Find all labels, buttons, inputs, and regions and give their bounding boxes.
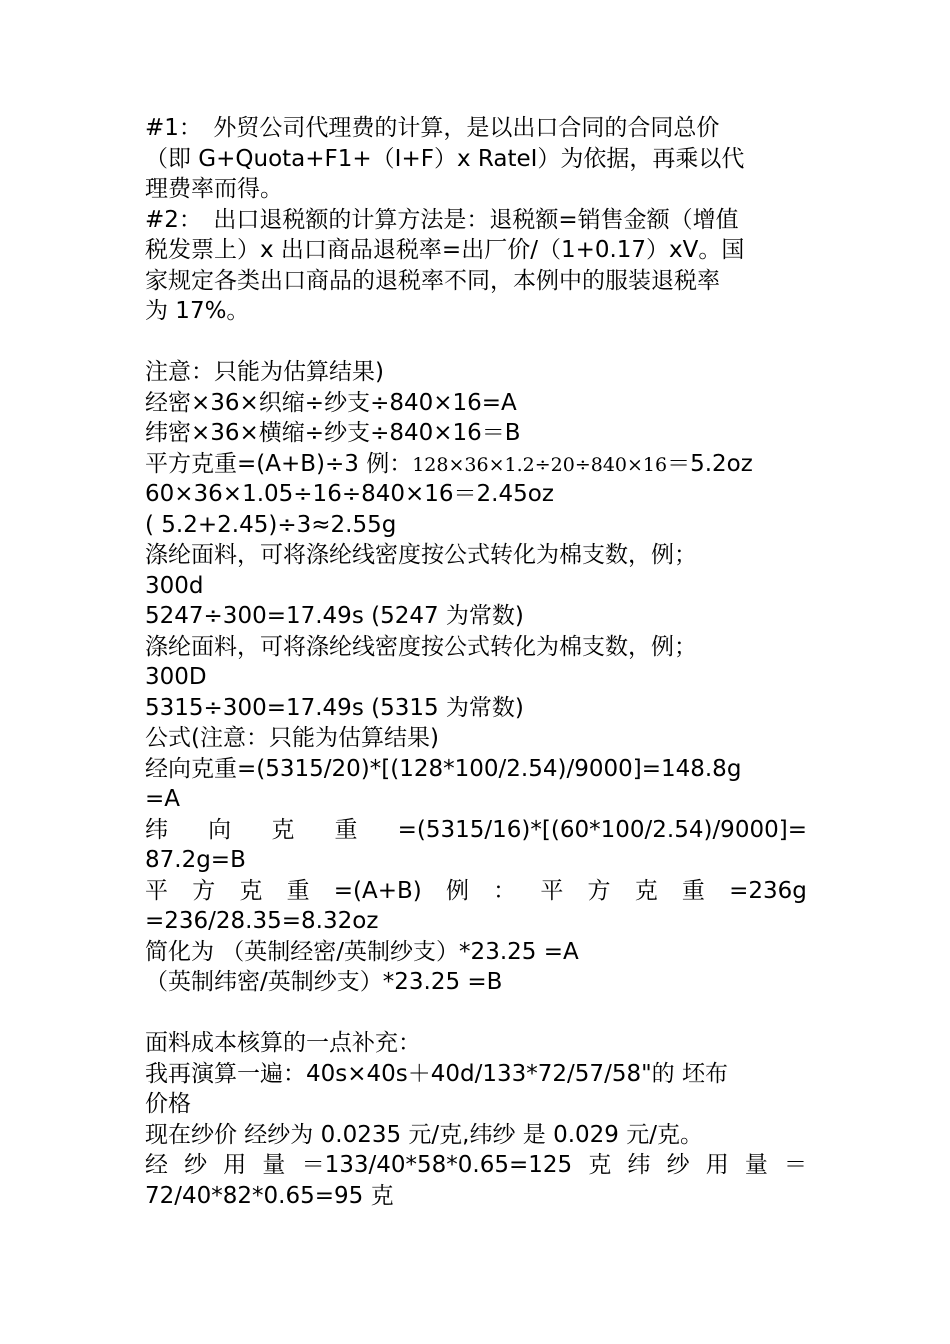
yarn-usage-word: ＝133/40*58*0.65=125 (301, 1152, 573, 1178)
yarn-usage-word: 用 (223, 1152, 247, 1178)
gsm-formula-example (145, 449, 807, 480)
gsm-suffix: ＝5.2oz (667, 450, 753, 477)
gsm2-word: 例 (445, 877, 469, 904)
spacer (145, 327, 807, 358)
calc-average: ( 5.2+2.45)÷3≈2.55g (145, 511, 397, 538)
weft-weight-line-2: 87.2g=B (145, 847, 246, 873)
yarn-usage-word: 用 (705, 1152, 729, 1178)
polyester-1-line-1: 涤纶面料，可将涤纶线密度按公式转化为棉支数，例； (145, 542, 697, 568)
tax-rebate-line-3: 家规定各类出口商品的退税率不同，本例中的服装退税率 (145, 267, 720, 294)
polyester-2-line-2: 300D (145, 664, 207, 690)
warp-weight-line-1: 经向克重=(5315/20)*[(128*100/2.54)/9000]=148.8g (145, 755, 742, 782)
polyester-2-line-3: 5315÷300=17.49s (5315 为常数) (145, 694, 524, 721)
gsm2-word: 重 (286, 877, 310, 904)
weft-weight-word: 重 (334, 816, 358, 843)
formula-note: 公式(注意：只能为估算结果) (145, 725, 439, 751)
yarn-usage-word: 克 (588, 1152, 612, 1178)
tax-rebate-line-2: 税发票上）x 出口商品退税率=出厂价/（1+0.17）xV。国 (145, 237, 745, 263)
supplement-line-4 (145, 1150, 807, 1181)
formula-weft: 纬密×36×横缩÷纱支÷840×16＝B (145, 420, 521, 446)
gsm2-word: ： (493, 877, 517, 904)
warp-weight-line-2: =A (145, 786, 181, 812)
yarn-usage-word: 纬 (627, 1152, 651, 1178)
gsm2-word: 方 (192, 877, 216, 904)
yarn-usage-word: ＝ (783, 1152, 807, 1178)
yarn-usage-word: 量 (744, 1152, 768, 1178)
calc-weft: 60×36×1.05÷16÷840×16＝2.45oz (145, 481, 554, 507)
gsm2-word: 平 (145, 877, 168, 904)
agency-fee-line-2: （即 G+Quota+F1+（I+F）x RateI）为依据，再乘以代 (145, 145, 745, 172)
yarn-usage-word: 经 (145, 1152, 168, 1178)
supplement-line-3: 现在纱价 经纱为 0.0235 元/克,纬纱 是 0.029 元/克。 (145, 1121, 703, 1148)
yarn-usage-word: 纱 (184, 1152, 208, 1178)
polyester-2-line-1: 涤纶面料，可将涤纶线密度按公式转化为棉支数，例； (145, 633, 697, 660)
weft-weight-word: 向 (208, 816, 232, 843)
gsm2-word: 克 (634, 877, 658, 904)
agency-fee-line-3: 理费率而得。 (145, 176, 283, 202)
gsm2-word: 克 (239, 877, 263, 904)
simplify-line-2: （英制纬密/英制纱支）*23.25 =B (145, 969, 503, 995)
gsm2-word: 平 (540, 877, 564, 904)
gsm2-line-2: =236/28.35=8.32oz (145, 908, 379, 934)
supplement-line-5: 72/40*82*0.65=95 克 (145, 1182, 394, 1209)
gsm2-word: 重 (681, 877, 705, 904)
polyester-1-line-3: 5247÷300=17.49s (5247 为常数) (145, 603, 524, 629)
gsm-prefix: 平方克重=(A+B)÷3 例： (145, 450, 413, 477)
supplement-title: 面料成本核算的一点补充： (145, 1030, 421, 1056)
simplify-line-1: 简化为 （英制经密/英制纱支）*23.25 =A (145, 938, 579, 965)
weft-weight-word: 纬 (145, 816, 168, 843)
agency-fee-line-1: #1： 外贸公司代理费的计算，是以出口合同的合同总价 (145, 115, 720, 141)
weft-weight-word: =(5315/16)*[(60*100/2.54)/9000]= (397, 816, 807, 843)
polyester-1-line-2: 300d (145, 572, 204, 599)
supplement-line-2: 价格 (145, 1091, 191, 1117)
yarn-usage-word: 纱 (666, 1152, 690, 1178)
document-body (145, 113, 807, 1211)
tax-rebate-line-4: 为 17%。 (145, 298, 250, 324)
supplement-line-1: 我再演算一遍：40s×40s＋40d/133*72/57/58"的 坯布 (145, 1060, 728, 1087)
gsm2-word: =(A+B) (333, 877, 422, 904)
gsm2-word: 方 (587, 877, 611, 904)
gsm2-line-1 (145, 876, 807, 907)
weft-weight-line-1 (145, 815, 807, 846)
formula-warp: 经密×36×织缩÷纱支÷840×16=A (145, 389, 517, 416)
gsm2-word: =236g (729, 877, 807, 904)
note-title: 注意：只能为估算结果) (145, 359, 384, 385)
spacer (145, 998, 807, 1029)
weft-weight-word: 克 (271, 816, 295, 843)
tax-rebate-line-1: #2： 出口退税额的计算方法是：退税额=销售金额（增值 (145, 206, 739, 233)
yarn-usage-word: 量 (262, 1152, 286, 1178)
gsm-example: 128×36×1.2÷20÷840×16 (412, 453, 668, 476)
